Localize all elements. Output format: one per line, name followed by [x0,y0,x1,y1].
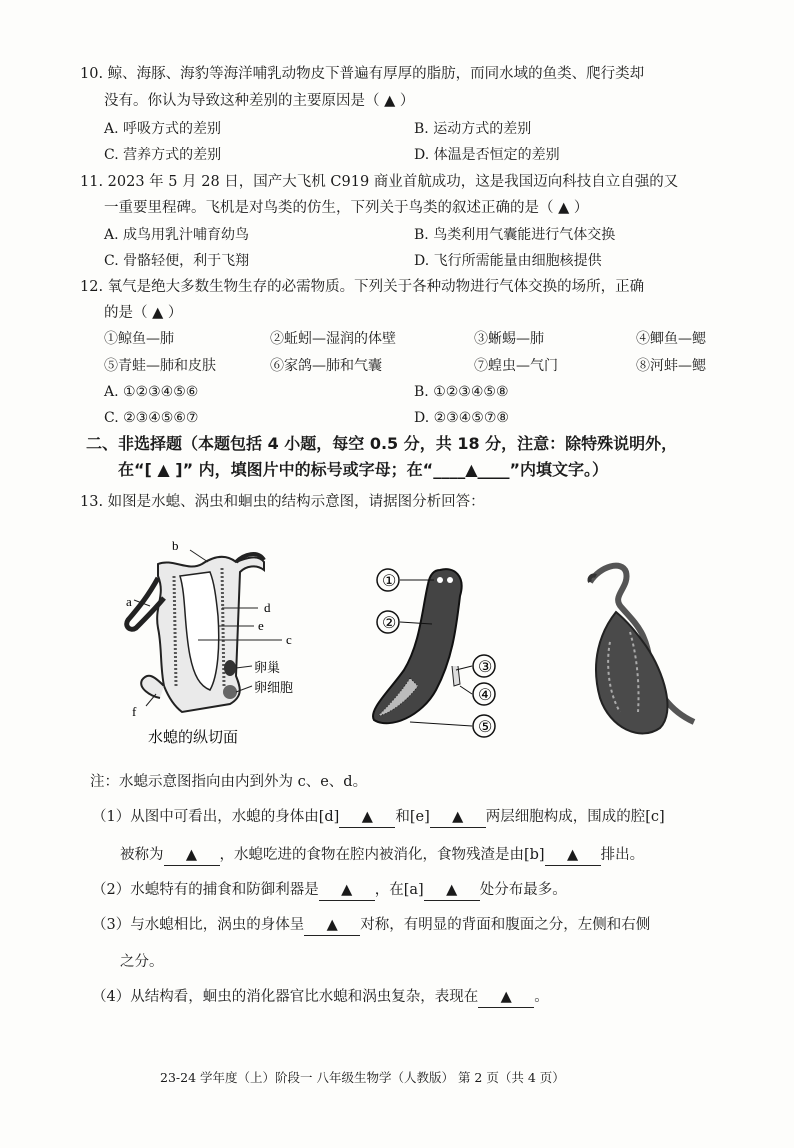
q13-p1-text-e: ，水螅吃进的食物在腔内被消化，食物残渣是由[b] [219,847,545,863]
q11-option-d: D. 飞行所需能量由细胞核提供 [414,253,602,269]
q13-p1-text-a: （1）从图中可看出，水螅的身体由[d] [92,809,340,825]
q13-blank-d[interactable]: ▲ [339,807,395,828]
q10-stem-line1: 10. 鲸、海豚、海豹等海洋哺乳动物皮下普遍有厚厚的脂肪，而同水域的鱼类、爬行类却 [80,66,645,82]
hydra-label-ovary: 卵巢 [254,660,281,675]
planarian-figure [370,560,510,740]
planarian-label-3: ③ [478,657,493,676]
q13-part3-line2: 之分。 [120,954,164,970]
section2-heading-line2: 在“[ ▲ ]” 内，填图片中的标号或字母；在“____▲____”内填文字。） [118,460,609,479]
q13-part3-line1 [92,915,650,936]
q13-p4-text-a: （4）从结构看，蛔虫的消化器官比水螅和涡虫复杂，表现在 [92,989,479,1005]
q12-stem-line1: 12. 氧气是绝大多数生物生存的必需物质。下列关于各种动物进行气体交换的场所，正确 [80,279,645,295]
q13-p1-text-f: 排出。 [600,847,645,863]
q13-part2 [92,880,567,901]
q11-option-a: A. 成鸟用乳汁哺育幼鸟 [104,227,250,243]
roundworm-figure [580,552,710,752]
q13-intro: 13. 如图是水螅、涡虫和蛔虫的结构示意图，请据图分析回答： [80,494,485,510]
q12-item-1: ①鲸鱼—肺 [104,331,174,347]
q13-part1-line1 [92,807,665,828]
planarian-label-4: ④ [478,685,493,704]
hydra-label-f: f [132,704,137,719]
hydra-label-egg: 卵细胞 [254,680,294,695]
q12-item-6: ⑥家鸽—肺和气囊 [270,358,382,374]
section2-heading-line1: 二、非选择题（本题包括 4 小题，每空 0.5 分，共 18 分，注意：除特殊说明外， [86,434,678,453]
planarian-label-2: ② [382,613,397,632]
q12-item-4: ④鲫鱼—鳃 [636,331,706,347]
q10-option-b: B. 运动方式的差别 [414,121,532,137]
hydra-caption: 水螅的纵切面 [148,728,239,746]
q12-option-d: D. ②③④⑤⑦⑧ [414,410,509,426]
q10-stem-line2: 没有。你认为导致这种差别的主要原因是（ ▲ ） [104,93,415,109]
q13-blank-b[interactable]: ▲ [545,845,601,866]
q13-p1-text-c: 两层细胞构成，围成的腔[c] [485,809,665,825]
q13-p2-text-a: （2）水螅特有的捕食和防御利器是 [92,882,319,898]
q13-blank-e[interactable]: ▲ [430,807,486,828]
q12-option-c: C. ②③④⑤⑥⑦ [104,410,199,426]
q12-stem-line2: 的是（ ▲ ） [104,305,183,321]
q13-p1-text-b: 和[e] [395,809,430,825]
q12-item-8: ⑧河蚌—鳃 [636,358,706,374]
planarian-label-5: ⑤ [478,717,493,736]
q13-note: 注：水螅示意图指向由内到外为 c、e、d。 [90,774,368,790]
q12-option-a: A. ①②③④⑤⑥ [104,384,199,400]
q10-option-c: C. 营养方式的差别 [104,147,222,163]
q13-blank-a[interactable]: ▲ [424,880,480,901]
hydra-label-a: a [126,594,132,609]
hydra-label-e: e [258,618,264,633]
page-footer: 23-24 学年度（上）阶段一 八年级生物学（人教版） 第 2 页（共 4 页） [160,1070,565,1085]
q10-option-a: A. 呼吸方式的差别 [104,121,222,137]
q13-p3-text-b: 对称，有明显的背面和腹面之分，左侧和右侧 [360,917,651,933]
q13-blank-cavity[interactable]: ▲ [164,845,220,866]
q13-p1-text-d: 被称为 [120,847,164,863]
hydra-label-b: b [172,538,179,553]
q13-p4-text-b: 。 [534,989,549,1005]
q13-part4 [92,987,549,1008]
q13-part1-line2 [120,845,644,866]
q10-option-d: D. 体温是否恒定的差别 [414,147,560,163]
q11-option-c: C. 骨骼轻便，利于飞翔 [104,253,250,269]
q11-option-b: B. 鸟类利用气囊能进行气体交换 [414,227,616,243]
q12-item-3: ③蜥蜴—肺 [474,331,544,347]
q13-blank-weapon[interactable]: ▲ [319,880,375,901]
q11-stem-line2: 一重要里程碑。飞机是对鸟类的仿生，下列关于鸟类的叙述正确的是（ ▲ ） [104,200,589,216]
q12-item-5: ⑤青蛙—肺和皮肤 [104,358,216,374]
hydra-section-figure [118,536,318,751]
q13-p3-text-a: （3）与水螅相比，涡虫的身体呈 [92,917,305,933]
hydra-label-c: c [286,632,292,647]
q13-blank-symmetry[interactable]: ▲ [304,915,360,936]
q12-item-7: ⑦蝗虫—气门 [474,358,558,374]
q12-item-2: ②蚯蚓—湿润的体壁 [270,331,396,347]
q13-p2-text-c: 处分布最多。 [479,882,567,898]
planarian-label-1: ① [382,571,397,590]
q12-option-b: B. ①②③④⑤⑧ [414,384,509,400]
q11-stem-line1: 11. 2023 年 5 月 28 日，国产大飞机 C919 商业首航成功，这是我国迈向科技自立自强的又 [80,174,679,190]
q13-blank-digestive[interactable]: ▲ [478,987,534,1008]
hydra-label-d: d [264,600,271,615]
q13-p2-text-b: ，在[a] [374,882,424,898]
